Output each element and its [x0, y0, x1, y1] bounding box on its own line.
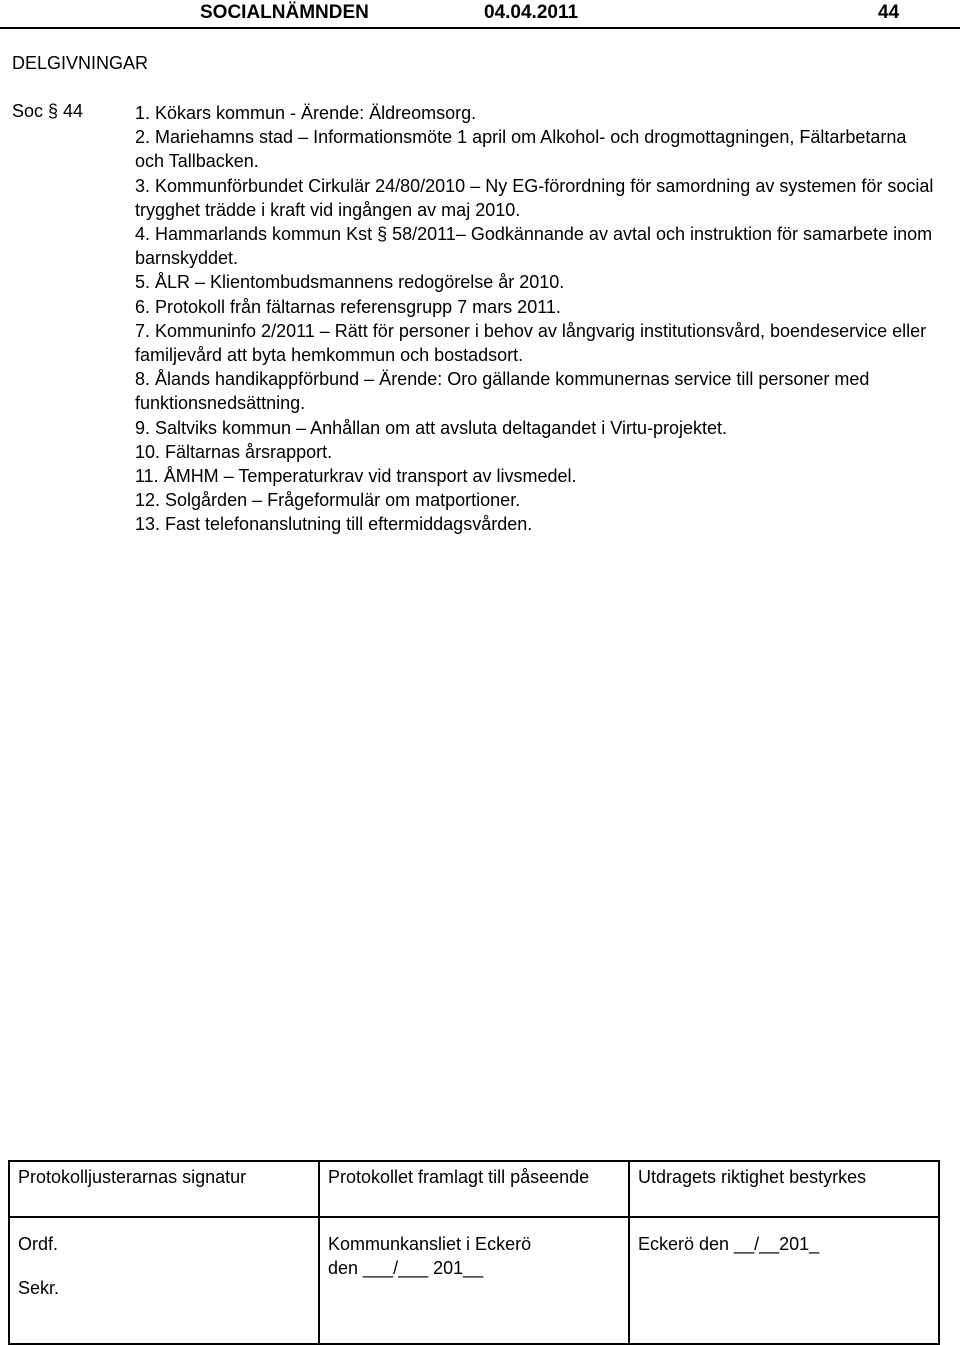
- posting-date-line: den ___/___ 201__: [328, 1258, 484, 1278]
- chair-label: Ordf.: [18, 1234, 59, 1254]
- list-item: 5. ÅLR – Klientombudsmannens redogörelse år 2010.: [135, 272, 565, 293]
- signature-cell: [9, 1217, 319, 1344]
- list-item: 13. Fast telefonanslutning till eftermiddagsvården.: [135, 514, 533, 535]
- secretary-label: Sekr.: [18, 1278, 60, 1298]
- header-rule: [0, 27, 960, 29]
- page-header: [0, 0, 960, 30]
- list-item: 8. Ålands handikappförbund – Ärende: Oro gällande kommunernas service till personer med funktionsnedsättning.: [135, 369, 870, 414]
- certification-heading: Utdragets riktighet bestyrkes: [629, 1161, 939, 1217]
- list-item: 2. Mariehamns stad – Informationsmöte 1 april om Alkohol- och drogmottagningen, Fältarbetarna och Tallbacken.: [135, 127, 907, 172]
- header-date: 04.04.2011: [484, 2, 579, 23]
- posting-heading: Protokollet framlagt till påseende: [319, 1161, 629, 1217]
- list-item: 7. Kommuninfo 2/2011 – Rätt för personer i behov av långvarig institutionsvård, boendeservice eller familjevård att byta hemkommun och bostadsort.: [135, 320, 927, 366]
- section-title: DELGIVNINGAR: [12, 53, 149, 73]
- signature-table: [8, 1160, 940, 1345]
- list-item: 4. Hammarlands kommun Kst § 58/2011– Godkännande av avtal och instruktion för samarbete inom barnskyddet.: [135, 224, 933, 269]
- paragraph-reference: Soc § 44: [12, 101, 84, 121]
- item-list: [135, 101, 935, 537]
- posting-place: Kommunkansliet i Eckerö: [328, 1234, 532, 1254]
- certification-cell: [629, 1217, 939, 1344]
- list-item: 9. Saltviks kommun – Anhållan om att avsluta deltagandet i Virtu-projektet.: [135, 417, 727, 438]
- list-item: 11. ÅMHM – Temperaturkrav vid transport av livsmedel.: [135, 466, 577, 487]
- list-item: 12. Solgården – Frågeformulär om matportioner.: [135, 490, 521, 511]
- list-item: 1. Kökars kommun - Ärende: Äldreomsorg.: [135, 103, 477, 123]
- posting-cell: [319, 1217, 629, 1344]
- signature-heading: Protokolljusterarnas signatur: [9, 1161, 319, 1217]
- list-item: 10. Fältarnas årsrapport.: [135, 441, 333, 462]
- signature-table-header-row: [9, 1161, 939, 1217]
- header-page-number: 44: [878, 2, 900, 23]
- list-item: 6. Protokoll från fältarnas referensgrupp 7 mars 2011.: [135, 296, 561, 317]
- signature-table-body-row: [9, 1217, 939, 1344]
- list-item: 3. Kommunförbundet Cirkulär 24/80/2010 – Ny EG-förordning för samordning av systemen för social trygghet trädde i kraft vid ingången av maj 2010.: [135, 175, 934, 220]
- certification-date-line: Eckerö den __/__201_: [638, 1234, 820, 1254]
- header-title: SOCIALNÄMNDEN: [200, 2, 369, 23]
